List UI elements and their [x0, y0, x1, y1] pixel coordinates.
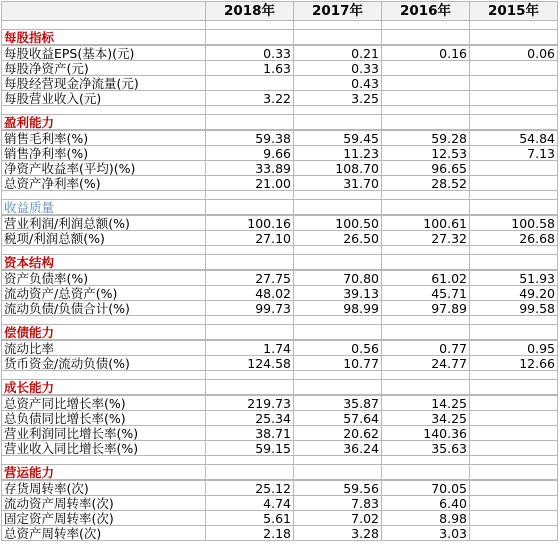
row-value: 0.43: [294, 76, 382, 91]
section-header-row: [2, 380, 558, 396]
section-header-cell: [294, 255, 382, 271]
table-row: [2, 441, 558, 456]
row-value: 0.56: [294, 340, 382, 356]
table-row: [2, 176, 558, 191]
table-row: [2, 496, 558, 511]
section-header-cell: [206, 115, 294, 131]
row-value: 28.52: [382, 176, 470, 191]
row-value: 35.87: [294, 395, 382, 411]
row-label: 固定资产周转率(次): [2, 511, 206, 526]
section-header-cell: [470, 115, 558, 131]
spacer-cell: [206, 191, 294, 200]
row-value: 2.18: [206, 526, 294, 541]
row-value: [470, 441, 558, 456]
row-value: 24.77: [382, 356, 470, 371]
row-label: 营业利润同比增长率(%): [2, 426, 206, 441]
row-label: 销售净利率(%): [2, 146, 206, 161]
row-value: 33.89: [206, 161, 294, 176]
row-value: 57.64: [294, 411, 382, 426]
row-value: 59.28: [382, 130, 470, 146]
row-value: 96.65: [382, 161, 470, 176]
section-header-cell: [382, 325, 470, 341]
row-value: 51.93: [470, 270, 558, 286]
row-value: 99.73: [206, 301, 294, 316]
row-value: 59.45: [294, 130, 382, 146]
spacer-row: [2, 191, 558, 200]
row-value: [470, 91, 558, 106]
table-row: [2, 130, 558, 146]
row-label: 流动资产/总资产(%): [2, 286, 206, 301]
row-value: 0.33: [294, 61, 382, 76]
row-label: 每股营业收入(元): [2, 91, 206, 106]
row-value: 49.20: [470, 286, 558, 301]
spacer-cell: [2, 456, 206, 465]
row-value: 100.58: [470, 215, 558, 231]
row-value: 26.50: [294, 231, 382, 246]
row-value: 14.25: [382, 395, 470, 411]
spacer-cell: [206, 316, 294, 325]
section-header-cell: [294, 115, 382, 131]
row-value: 3.25: [294, 91, 382, 106]
spacer-cell: [382, 106, 470, 115]
spacer-cell: [470, 371, 558, 380]
row-value: [470, 480, 558, 496]
row-value: 98.99: [294, 301, 382, 316]
row-label: 每股收益EPS(基本)(元): [2, 45, 206, 61]
section-header-cell: [206, 325, 294, 341]
spacer-cell: [382, 191, 470, 200]
row-value: 7.83: [294, 496, 382, 511]
row-value: [470, 511, 558, 526]
spacer-cell: [470, 191, 558, 200]
row-value: 61.02: [382, 270, 470, 286]
table-row: [2, 526, 558, 541]
section-header-cell: [294, 380, 382, 396]
table-row: [2, 146, 558, 161]
row-value: 0.21: [294, 45, 382, 61]
row-value: [382, 61, 470, 76]
table-row: [2, 356, 558, 371]
row-value: 11.23: [294, 146, 382, 161]
section-header-cell: [206, 30, 294, 46]
section-header-cell: [470, 255, 558, 271]
row-value: 27.32: [382, 231, 470, 246]
table-row: [2, 91, 558, 106]
spacer-cell: [2, 106, 206, 115]
year-header: 2018年: [206, 2, 294, 21]
row-value: 10.77: [294, 356, 382, 371]
row-value: 39.13: [294, 286, 382, 301]
spacer-cell: [294, 316, 382, 325]
row-value: 25.34: [206, 411, 294, 426]
row-label: 流动负债/负债合计(%): [2, 301, 206, 316]
spacer-cell: [382, 21, 470, 30]
section-header-row: [2, 200, 558, 216]
row-value: [382, 91, 470, 106]
row-value: [470, 426, 558, 441]
financial-indicators-table: [1, 1, 558, 541]
row-value: 124.58: [206, 356, 294, 371]
section-header-cell: [470, 465, 558, 481]
section-header-row: [2, 30, 558, 46]
spacer-cell: [470, 21, 558, 30]
spacer-cell: [294, 106, 382, 115]
row-value: 7.02: [294, 511, 382, 526]
row-value: 3.28: [294, 526, 382, 541]
spacer-cell: [206, 371, 294, 380]
spacer-cell: [206, 21, 294, 30]
row-value: 108.70: [294, 161, 382, 176]
row-value: 100.61: [382, 215, 470, 231]
spacer-row: [2, 456, 558, 465]
row-value: 70.80: [294, 270, 382, 286]
spacer-row: [2, 106, 558, 115]
row-label: 流动资产周转率(次): [2, 496, 206, 511]
spacer-cell: [294, 21, 382, 30]
spacer-cell: [206, 456, 294, 465]
spacer-cell: [2, 246, 206, 255]
section-header-cell: [294, 30, 382, 46]
section-header-cell: [470, 380, 558, 396]
row-label: 总资产净利率(%): [2, 176, 206, 191]
section-title: 成长能力: [2, 380, 206, 396]
row-value: 25.12: [206, 480, 294, 496]
row-value: 54.84: [470, 130, 558, 146]
header-corner: [2, 2, 206, 21]
row-value: 219.73: [206, 395, 294, 411]
table-row: [2, 76, 558, 91]
section-header-cell: [382, 255, 470, 271]
section-header-cell: [470, 325, 558, 341]
row-value: 27.10: [206, 231, 294, 246]
spacer-cell: [382, 316, 470, 325]
spacer-cell: [206, 106, 294, 115]
section-header-cell: [206, 465, 294, 481]
row-value: 12.66: [470, 356, 558, 371]
row-value: 20.62: [294, 426, 382, 441]
table-row: [2, 411, 558, 426]
row-value: 34.25: [382, 411, 470, 426]
row-label: 每股净资产(元): [2, 61, 206, 76]
spacer-cell: [206, 246, 294, 255]
row-value: 9.66: [206, 146, 294, 161]
row-value: 3.03: [382, 526, 470, 541]
section-header-cell: [382, 30, 470, 46]
row-label: 货币资金/流动负债(%): [2, 356, 206, 371]
section-title: 资本结构: [2, 255, 206, 271]
section-title: 偿债能力: [2, 325, 206, 341]
row-value: 99.58: [470, 301, 558, 316]
row-value: 1.74: [206, 340, 294, 356]
table-row: [2, 161, 558, 176]
table-row: [2, 395, 558, 411]
row-value: 27.75: [206, 270, 294, 286]
table-body: [2, 2, 558, 541]
row-value: [470, 161, 558, 176]
table-row: [2, 340, 558, 356]
row-value: 26.68: [470, 231, 558, 246]
row-value: 0.95: [470, 340, 558, 356]
row-value: 38.71: [206, 426, 294, 441]
row-label: 营业收入同比增长率(%): [2, 441, 206, 456]
spacer-cell: [2, 371, 206, 380]
row-label: 销售毛利率(%): [2, 130, 206, 146]
section-header-row: [2, 465, 558, 481]
spacer-cell: [470, 456, 558, 465]
row-label: 流动比率: [2, 340, 206, 356]
spacer-cell: [294, 191, 382, 200]
row-value: 59.38: [206, 130, 294, 146]
row-value: 12.53: [382, 146, 470, 161]
row-value: 7.13: [470, 146, 558, 161]
table-row: [2, 61, 558, 76]
spacer-cell: [2, 191, 206, 200]
spacer-cell: [294, 246, 382, 255]
section-header-row: [2, 255, 558, 271]
row-label: 税项/利润总额(%): [2, 231, 206, 246]
section-header-cell: [382, 115, 470, 131]
spacer-cell: [470, 106, 558, 115]
row-value: 1.63: [206, 61, 294, 76]
table-row: [2, 511, 558, 526]
spacer-cell: [2, 21, 206, 30]
section-title: 每股指标: [2, 30, 206, 46]
spacer-row: [2, 316, 558, 325]
row-value: [470, 176, 558, 191]
spacer-row: [2, 371, 558, 380]
section-title: 营运能力: [2, 465, 206, 481]
section-header-cell: [294, 465, 382, 481]
row-value: 100.50: [294, 215, 382, 231]
row-value: [470, 76, 558, 91]
row-value: 6.40: [382, 496, 470, 511]
row-value: 36.24: [294, 441, 382, 456]
spacer-row: [2, 246, 558, 255]
section-header-cell: [382, 200, 470, 216]
spacer-cell: [294, 371, 382, 380]
section-header-cell: [382, 465, 470, 481]
row-value: 97.89: [382, 301, 470, 316]
row-label: 资产负债率(%): [2, 270, 206, 286]
row-label: 总负债同比增长率(%): [2, 411, 206, 426]
row-value: 0.33: [206, 45, 294, 61]
row-label: 存货周转率(次): [2, 480, 206, 496]
row-value: 59.15: [206, 441, 294, 456]
row-value: 0.16: [382, 45, 470, 61]
table-row: [2, 231, 558, 246]
row-value: 0.06: [470, 45, 558, 61]
row-label: 净资产收益率(平均)(%): [2, 161, 206, 176]
row-value: [206, 76, 294, 91]
section-header-cell: [206, 200, 294, 216]
section-header-cell: [206, 380, 294, 396]
spacer-cell: [382, 456, 470, 465]
table-row: [2, 301, 558, 316]
year-header: 2015年: [470, 2, 558, 21]
row-label: 总资产同比增长率(%): [2, 395, 206, 411]
section-header-cell: [206, 255, 294, 271]
row-value: 5.61: [206, 511, 294, 526]
row-label: 总资产周转率(次): [2, 526, 206, 541]
section-title: 收益质量: [2, 200, 206, 216]
row-value: [470, 61, 558, 76]
row-value: 21.00: [206, 176, 294, 191]
row-value: 45.71: [382, 286, 470, 301]
row-value: 31.70: [294, 176, 382, 191]
section-header-cell: [470, 200, 558, 216]
row-label: 每股经营现金净流量(元): [2, 76, 206, 91]
row-value: 59.56: [294, 480, 382, 496]
row-value: 100.16: [206, 215, 294, 231]
spacer-cell: [294, 456, 382, 465]
table-row: [2, 480, 558, 496]
section-header-cell: [382, 380, 470, 396]
table-row: [2, 215, 558, 231]
row-value: 3.22: [206, 91, 294, 106]
header-row: [2, 2, 558, 21]
section-header-row: [2, 325, 558, 341]
row-value: [470, 526, 558, 541]
spacer-cell: [382, 371, 470, 380]
spacer-cell: [470, 316, 558, 325]
row-value: 4.74: [206, 496, 294, 511]
table-row: [2, 426, 558, 441]
row-value: 0.77: [382, 340, 470, 356]
row-value: [470, 395, 558, 411]
year-header: 2016年: [382, 2, 470, 21]
row-label: 营业利润/利润总额(%): [2, 215, 206, 231]
section-header-cell: [294, 325, 382, 341]
spacer-row: [2, 21, 558, 30]
year-header: 2017年: [294, 2, 382, 21]
row-value: [470, 496, 558, 511]
section-header-row: [2, 115, 558, 131]
row-value: 140.36: [382, 426, 470, 441]
section-title: 盈利能力: [2, 115, 206, 131]
row-value: 8.98: [382, 511, 470, 526]
section-header-cell: [470, 30, 558, 46]
table-row: [2, 45, 558, 61]
row-value: 70.05: [382, 480, 470, 496]
table-row: [2, 270, 558, 286]
table-row: [2, 286, 558, 301]
spacer-cell: [2, 316, 206, 325]
row-value: 35.63: [382, 441, 470, 456]
row-value: 48.02: [206, 286, 294, 301]
section-header-cell: [294, 200, 382, 216]
spacer-cell: [382, 246, 470, 255]
spacer-cell: [470, 246, 558, 255]
row-value: [470, 411, 558, 426]
row-value: [382, 76, 470, 91]
